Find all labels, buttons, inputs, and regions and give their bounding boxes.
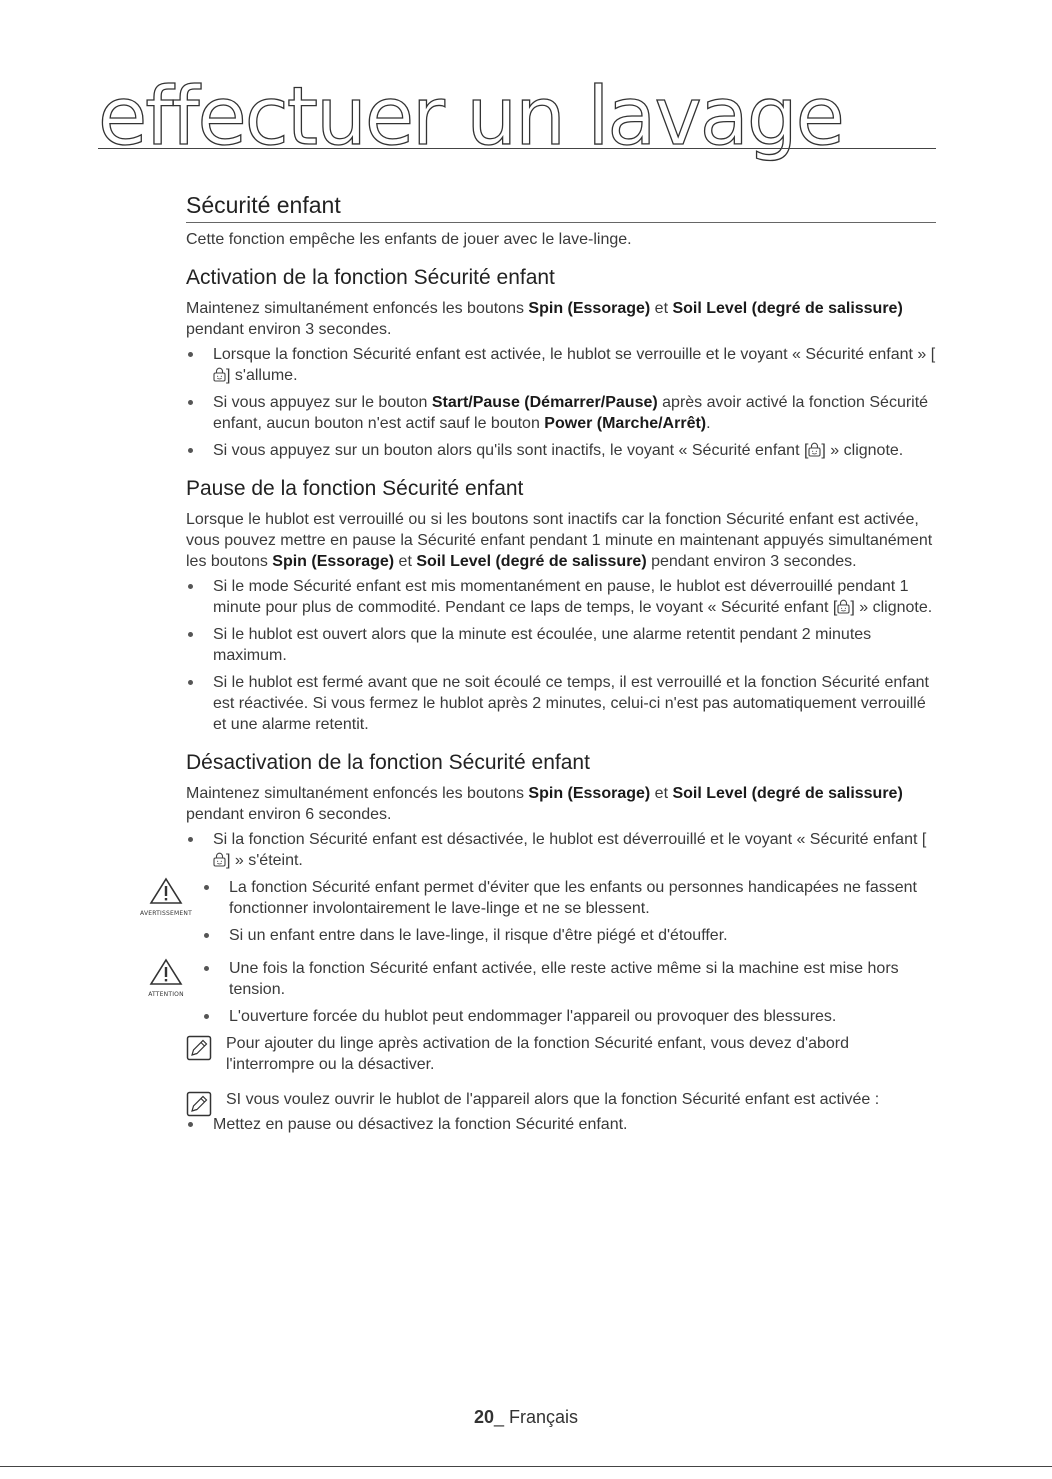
- text-run: Lorsque la fonction Sécurité enfant est activée, le hublot se verrouille et le voyant « Sécurité enfant » [: [213, 346, 936, 363]
- text-run: La fonction Sécurité enfant permet d'éviter que les enfants ou personnes handicapées ne fassent fonctionner involontairement le lave-linge et ne se blessent.: [229, 879, 917, 917]
- button-name-spin: Spin (Essorage): [528, 785, 651, 802]
- note-text: SI vous voulez ouvrir le hublot de l'appareil alors que la fonction Sécurité enfant est activée :: [226, 1091, 880, 1108]
- caution-symbol: [134, 958, 198, 998]
- text-run: Lorsque le hublot est verrouillé ou si les boutons sont inactifs car la fonction Sécurité enfant est activée, vous pouvez mettre en pause la Sécurité enfant pendant 1 minute en maintenant appuyés simultanément les boutons: [186, 511, 933, 570]
- bullet-icon: [188, 448, 193, 453]
- note-pencil-icon: [186, 1035, 212, 1061]
- text-run: Maintenez simultanément enfoncés les boutons: [186, 300, 529, 317]
- page-number: 20: [473, 1407, 494, 1427]
- footer-separator: _: [493, 1407, 509, 1427]
- activation-list: [186, 344, 936, 461]
- list-item: [186, 392, 936, 434]
- text-run: Si vous appuyez sur un bouton alors qu'ils sont inactifs, le voyant « Sécurité enfant [: [213, 442, 809, 459]
- button-name-spin: Spin (Essorage): [528, 300, 651, 317]
- bullet-icon: [188, 1122, 193, 1127]
- note-sub-list: [186, 1114, 936, 1135]
- list-item: [186, 829, 936, 871]
- warning-triangle-icon: [149, 877, 183, 905]
- child-lock-icon: [837, 599, 850, 614]
- page-title: effectuer un lavage: [98, 70, 843, 163]
- text-run: L'ouverture forcée du hublot peut endommager l'appareil ou provoquer des blessures.: [229, 1008, 837, 1025]
- text-run: ] s'allume.: [226, 367, 298, 384]
- pause-title: Pause de la fonction Sécurité enfant: [186, 477, 524, 500]
- activation-intro: [186, 298, 936, 340]
- warning-label: AVERTISSEMENT: [140, 910, 192, 917]
- section-title: Sécurité enfant: [186, 190, 936, 223]
- list-item: [186, 576, 936, 618]
- button-name-start-pause: Start/Pause (Démarrer/Pause): [431, 394, 658, 411]
- text-run: Si le hublot est ouvert alors que la minute est écoulée, une alarme retentit pendant 2 minutes maximum.: [213, 626, 872, 664]
- bottom-rule: [0, 1466, 1052, 1467]
- caution-notice: [146, 958, 936, 1027]
- activation-title: Activation de la fonction Sécurité enfant: [186, 266, 555, 289]
- child-lock-icon: [808, 442, 821, 457]
- text-run: ] » clignote.: [850, 599, 933, 616]
- section-intro: Cette fonction empêche les enfants de jouer avec le lave-linge.: [186, 231, 632, 248]
- bullet-icon: [188, 837, 193, 842]
- list-item: [186, 624, 936, 666]
- list-item: [186, 344, 936, 386]
- caution-label: ATTENTION: [148, 991, 184, 998]
- page-header: [98, 72, 936, 162]
- bullet-icon: [204, 966, 209, 971]
- text-run: pendant environ 3 secondes.: [646, 553, 857, 570]
- bullet-icon: [204, 885, 209, 890]
- child-lock-icon: [213, 852, 226, 867]
- text-run: Si vous appuyez sur le bouton: [213, 394, 432, 411]
- bullet-icon: [188, 680, 193, 685]
- warning-notice: [140, 877, 936, 946]
- list-item: [186, 1114, 936, 1135]
- deactivation-intro: [186, 783, 936, 825]
- page-footer: [0, 1407, 1052, 1428]
- list-item: [202, 1006, 936, 1027]
- text-run: Mettez en pause ou désactivez la fonction Sécurité enfant.: [213, 1116, 628, 1133]
- list-item: [202, 925, 936, 946]
- deactivation-title: Désactivation de la fonction Sécurité enfant: [186, 751, 590, 774]
- caution-triangle-icon: [149, 958, 183, 986]
- text-run: Une fois la fonction Sécurité enfant activée, elle reste active même si la machine est mise hors tension.: [229, 960, 899, 998]
- button-name-soil-level: Soil Level (degré de salissure): [672, 785, 903, 802]
- note-2: [186, 1089, 936, 1110]
- text-run: et: [650, 785, 673, 802]
- caution-list: [202, 958, 936, 1027]
- button-name-soil-level: Soil Level (degré de salissure): [672, 300, 903, 317]
- bullet-icon: [188, 632, 193, 637]
- note-text: Pour ajouter du linge après activation de la fonction Sécurité enfant, vous devez d'abord l'interrompre ou la désactiver.: [226, 1035, 850, 1073]
- footer-language: Français: [509, 1407, 579, 1427]
- title-rule: [98, 148, 936, 149]
- button-name-power: Power (Marche/Arrêt): [544, 415, 707, 432]
- text-run: Maintenez simultanément enfoncés les boutons: [186, 785, 529, 802]
- text-run: et: [650, 300, 673, 317]
- list-item: [202, 877, 936, 919]
- bullet-icon: [204, 933, 209, 938]
- bullet-icon: [204, 1014, 209, 1019]
- list-item: [186, 440, 936, 461]
- text-run: .: [706, 415, 711, 432]
- text-run: après avoir activé la fonction Sécurité enfant, aucun bouton n'est actif sauf le bouton: [213, 394, 929, 432]
- button-name-spin: Spin (Essorage): [272, 553, 395, 570]
- warning-symbol: [134, 877, 198, 917]
- content: [140, 190, 936, 1141]
- text-run: ] » s'éteint.: [226, 852, 303, 869]
- pause-intro: [186, 509, 936, 572]
- warning-list: [202, 877, 936, 946]
- text-run: Si un enfant entre dans le lave-linge, il risque d'être piégé et d'étouffer.: [229, 927, 728, 944]
- list-item: [186, 672, 936, 735]
- text-run: Si le mode Sécurité enfant est mis momentanément en pause, le hublot est déverrouillé pendant 1 minute pour plus de commodité. Pendant ce laps de temps, le voyant « Sécurité enfant [: [213, 578, 909, 616]
- text-run: et: [394, 553, 417, 570]
- text-run: pendant environ 3 secondes.: [186, 321, 392, 338]
- text-run: ] » clignote.: [821, 442, 904, 459]
- bullet-icon: [188, 352, 193, 357]
- note-1: [186, 1033, 936, 1075]
- bullet-icon: [188, 584, 193, 589]
- button-name-soil-level: Soil Level (degré de salissure): [416, 553, 647, 570]
- bullet-icon: [188, 400, 193, 405]
- deactivation-list: [186, 829, 936, 871]
- text-run: pendant environ 6 secondes.: [186, 806, 392, 823]
- text-run: Si le hublot est fermé avant que ne soit écoulé ce temps, il est verrouillé et la fonction Sécurité enfant est réactivée. Si vous fermez le hublot après 2 minutes, celui-ci n'est pas automatiquement verrouillé et une alarme retentit.: [213, 674, 929, 733]
- pause-list: [186, 576, 936, 735]
- text-run: Si la fonction Sécurité enfant est désactivée, le hublot est déverrouillé et le voyant « Sécurité enfant [: [213, 831, 927, 848]
- list-item: [202, 958, 936, 1000]
- child-lock-icon: [213, 367, 226, 382]
